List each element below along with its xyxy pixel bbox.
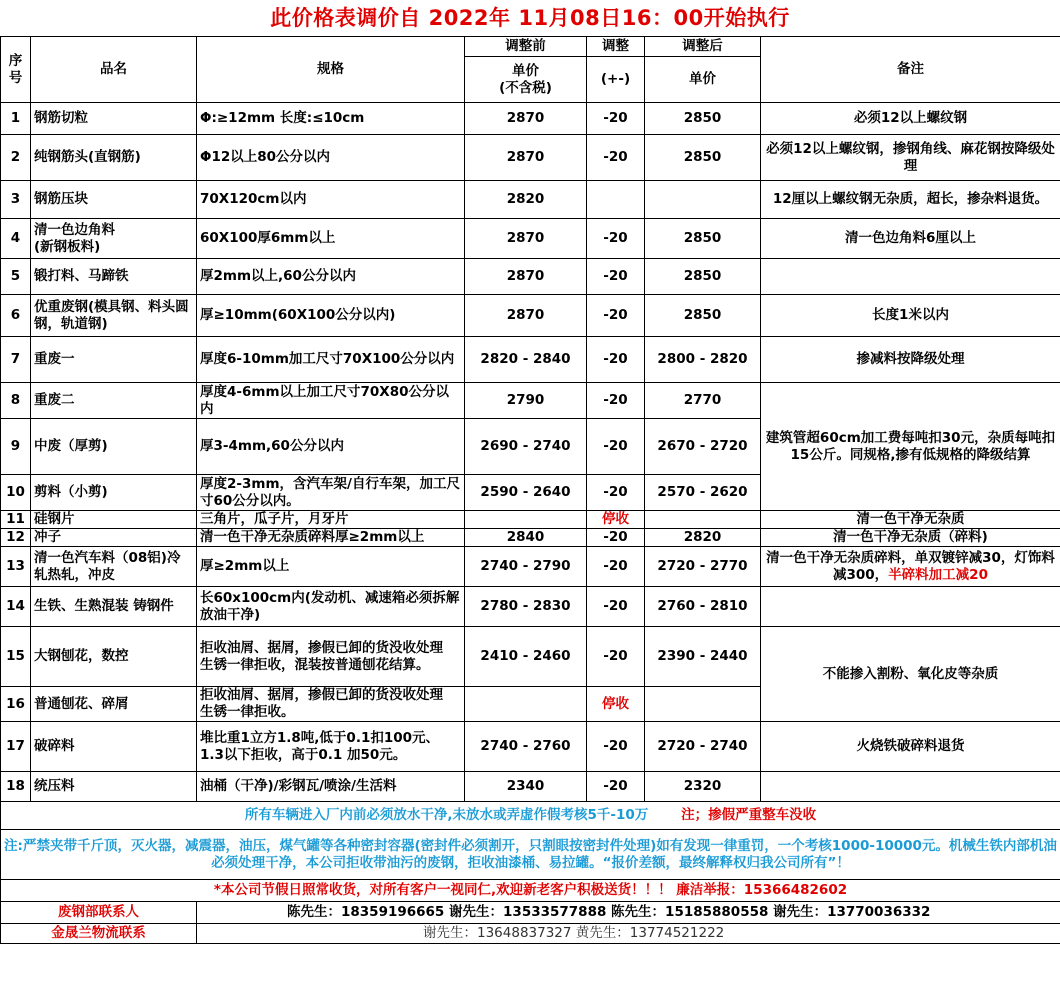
- row-seq: 5: [1, 259, 31, 295]
- table-row: [1, 337, 1060, 383]
- row-adjust: -20: [587, 259, 645, 295]
- row-name: 硅钢片: [31, 511, 197, 529]
- notice-cell: [1, 830, 1060, 880]
- contact-value: 陈先生：18359196665 谢先生：13533577888 陈先生：15185880558 谢先生：13770036332: [197, 902, 1060, 924]
- row-spec: 拒收油屑、据屑，掺假已卸的货没收处理 生锈一律拒收。: [197, 687, 465, 722]
- header-after-sub: 单价: [645, 57, 761, 103]
- row-adjust: -20: [587, 547, 645, 587]
- row-seq: 13: [1, 547, 31, 587]
- row-name: 清一色边角料 (新钢板料): [31, 219, 197, 259]
- row-seq: 1: [1, 103, 31, 135]
- row-adjust: [587, 181, 645, 219]
- row-adjust: -20: [587, 627, 645, 687]
- row-price-after: 2570 - 2620: [645, 475, 761, 511]
- row-adjust: -20: [587, 419, 645, 475]
- row-seq: 7: [1, 337, 31, 383]
- notice-row: [1, 880, 1060, 902]
- row-name: 清一色汽车料（08铝)冷轧热轧，冲皮: [31, 547, 197, 587]
- row-adjust: -20: [587, 219, 645, 259]
- row-remark: 12厘以上螺纹钢无杂质，超长，掺杂料退货。: [761, 181, 1060, 219]
- row-seq: 17: [1, 722, 31, 772]
- row-remark: 必须12以上螺纹钢，掺钢角线、麻花钢按降级处理: [761, 135, 1060, 181]
- table-row: [1, 295, 1060, 337]
- row-price-before: 2590 - 2640: [465, 475, 587, 511]
- row-price-before: 2820 - 2840: [465, 337, 587, 383]
- row-seq: 2: [1, 135, 31, 181]
- row-spec: 厚2mm以上,60公分以内: [197, 259, 465, 295]
- row-price-before: [465, 687, 587, 722]
- header-after: 调整后: [645, 37, 761, 57]
- row-name: 破碎料: [31, 722, 197, 772]
- row-remark: 掺减料按降级处理: [761, 337, 1060, 383]
- header-seq: 序号: [1, 37, 31, 103]
- row-spec: 厚3-4mm,60公分以内: [197, 419, 465, 475]
- notice-rules: 注:严禁夹带千斤顶，灭火器，减震器，油压，煤气罐等各种密封容器(密封件必须割开，只割眼按密封件处理)如有发现一律重罚，一个考核1000-10000元。机械生铁内部机油必须处理干净，本公司拒收带油污的废钢，拒收油漆桶、易拉罐。“报价差额，最终解释权归我公司所有”！: [4, 837, 1057, 871]
- notice-row: [1, 830, 1060, 880]
- row-adjust: -20: [587, 587, 645, 627]
- row-price-after: 2760 - 2810: [645, 587, 761, 627]
- row-remark: 清一色边角料6厘以上: [761, 219, 1060, 259]
- price-table: [0, 36, 1060, 944]
- row-price-after: 2820: [645, 529, 761, 547]
- row-adjust: -20: [587, 772, 645, 802]
- row-name: 优重废钢(模具钢、料头圆钢，轨道钢): [31, 295, 197, 337]
- header-adjust-sub: (+-): [587, 57, 645, 103]
- notice-cell: [1, 880, 1060, 902]
- contact-row: [1, 924, 1060, 944]
- table-row: [1, 529, 1060, 547]
- table-row: [1, 722, 1060, 772]
- row-name: 统压料: [31, 772, 197, 802]
- table-row: [1, 383, 1060, 419]
- row-price-before: 2780 - 2830: [465, 587, 587, 627]
- table-row: [1, 511, 1060, 529]
- row-remark: 清一色干净无杂质（碎料): [761, 529, 1060, 547]
- row-adjust: -20: [587, 475, 645, 511]
- table-row: [1, 219, 1060, 259]
- notice-fake: 注；掺假严重整车没收: [681, 807, 817, 823]
- row-seq: 9: [1, 419, 31, 475]
- row-spec: Φ12以上80公分以内: [197, 135, 465, 181]
- row-name: 生铁、生熟混装 铸钢件: [31, 587, 197, 627]
- row-adjust: 停收: [587, 511, 645, 529]
- row-spec: 三角片，瓜子片，月牙片: [197, 511, 465, 529]
- row-adjust: -20: [587, 103, 645, 135]
- table-row: [1, 627, 1060, 687]
- row-price-before: 2870: [465, 135, 587, 181]
- page-title: 此价格表调价自 2022年 11月08日16：00开始执行: [270, 6, 790, 30]
- row-price-after: 2670 - 2720: [645, 419, 761, 475]
- row-spec: 油桶（干净)/彩钢瓦/喷涂/生活料: [197, 772, 465, 802]
- row-name: 钢筋切粒: [31, 103, 197, 135]
- row-remark: [761, 772, 1060, 802]
- row-price-before: 2870: [465, 295, 587, 337]
- row-seq: 15: [1, 627, 31, 687]
- row-name: 大钢刨花，数控: [31, 627, 197, 687]
- row-spec: 60X100厚6mm以上: [197, 219, 465, 259]
- row-spec: 厚≥2mm以上: [197, 547, 465, 587]
- row-spec: 厚≥10mm(60X100公分以内): [197, 295, 465, 337]
- row-price-before: 2840: [465, 529, 587, 547]
- row-price-before: 2740 - 2760: [465, 722, 587, 772]
- table-row: [1, 135, 1060, 181]
- row-price-after: 2720 - 2770: [645, 547, 761, 587]
- row-remark: 必须12以上螺纹钢: [761, 103, 1060, 135]
- row-spec: 70X120cm以内: [197, 181, 465, 219]
- row-price-after: 2850: [645, 103, 761, 135]
- notice-holiday: *本公司节假日照常收货，对所有客户一视同仁,欢迎新老客户积极送货！！！ 廉洁举报：15366482602: [213, 882, 848, 898]
- row-name: 锻打料、马蹄铁: [31, 259, 197, 295]
- row-price-after: 2850: [645, 219, 761, 259]
- row-price-after: 2770: [645, 383, 761, 419]
- row-price-before: 2870: [465, 259, 587, 295]
- row-spec: 厚度6-10mm加工尺寸70X100公分以内: [197, 337, 465, 383]
- table-row: [1, 181, 1060, 219]
- row-name: 冲子: [31, 529, 197, 547]
- header-remark: 备注: [761, 37, 1060, 103]
- row-price-before: 2870: [465, 103, 587, 135]
- header-adjust: 调整: [587, 37, 645, 57]
- table-row: [1, 103, 1060, 135]
- row-price-before: 2820: [465, 181, 587, 219]
- row-seq: 10: [1, 475, 31, 511]
- row-remark: 清一色干净无杂质: [761, 511, 1060, 529]
- row-spec: Φ:≥12mm 长度:≤10cm: [197, 103, 465, 135]
- row-adjust: 停收: [587, 687, 645, 722]
- row-remark: [761, 587, 1060, 627]
- row-price-before: [465, 511, 587, 529]
- row-remark: 建筑管超60cm加工费每吨扣30元，杂质每吨扣15公斤。同规格,掺有低规格的降级结算: [761, 383, 1060, 511]
- header-before-sub: 单价 (不含税): [465, 57, 587, 103]
- row-price-after: [645, 687, 761, 722]
- table-row: [1, 772, 1060, 802]
- row-adjust: -20: [587, 135, 645, 181]
- notice-water: 所有车辆进入厂内前必须放水干净,未放水或弄虚作假考核5千-10万: [244, 807, 649, 823]
- row-name: 重废一: [31, 337, 197, 383]
- row-price-after: 2850: [645, 259, 761, 295]
- header-before: 调整前: [465, 37, 587, 57]
- row-seq: 11: [1, 511, 31, 529]
- contact-value: 谢先生：13648837327 黄先生：13774521222: [197, 924, 1060, 944]
- row-spec: 拒收油屑、据屑，掺假已卸的货没收处理 生锈一律拒收，混装按普通刨花结算。: [197, 627, 465, 687]
- contact-label: 金晟兰物流联系: [1, 924, 197, 944]
- table-row: [1, 587, 1060, 627]
- row-remark: 不能掺入割粉、氧化皮等杂质: [761, 627, 1060, 722]
- row-price-after: 2720 - 2740: [645, 722, 761, 772]
- row-remark: [761, 547, 1060, 587]
- row-price-after: 2850: [645, 135, 761, 181]
- row-name: 中废（厚剪): [31, 419, 197, 475]
- row-name: 钢筋压块: [31, 181, 197, 219]
- row-price-before: 2690 - 2740: [465, 419, 587, 475]
- table-row: [1, 547, 1060, 587]
- header-spec: 规格: [197, 37, 465, 103]
- row-name: 剪料（小剪): [31, 475, 197, 511]
- row-spec: 厚度2-3mm，含汽车架/自行车架，加工尺寸60公分以内。: [197, 475, 465, 511]
- row-adjust: -20: [587, 529, 645, 547]
- row-seq: 4: [1, 219, 31, 259]
- row-price-before: 2740 - 2790: [465, 547, 587, 587]
- row-price-after: [645, 181, 761, 219]
- header-name: 品名: [31, 37, 197, 103]
- row-spec: 清一色干净无杂质碎料厚≥2mm以上: [197, 529, 465, 547]
- contact-label: 废钢部联系人: [1, 902, 197, 924]
- row-spec: 长60x100cm内(发动机、减速箱必须拆解放油干净): [197, 587, 465, 627]
- row-price-after: 2390 - 2440: [645, 627, 761, 687]
- row-spec: 堆比重1立方1.8吨,低于0.1扣100元、1.3以下拒收，高于0.1 加50元。: [197, 722, 465, 772]
- notice-cell: [1, 802, 1060, 830]
- row-adjust: -20: [587, 722, 645, 772]
- row-seq: 18: [1, 772, 31, 802]
- row-name: 重废二: [31, 383, 197, 419]
- row-price-before: 2340: [465, 772, 587, 802]
- contact-row: [1, 902, 1060, 924]
- row-seq: 3: [1, 181, 31, 219]
- row-seq: 14: [1, 587, 31, 627]
- row-adjust: -20: [587, 383, 645, 419]
- row-adjust: -20: [587, 337, 645, 383]
- row-seq: 6: [1, 295, 31, 337]
- row-price-after: 2800 - 2820: [645, 337, 761, 383]
- row-price-before: 2870: [465, 219, 587, 259]
- row-price-before: 2790: [465, 383, 587, 419]
- row-name: 普通刨花、碎屑: [31, 687, 197, 722]
- row-price-before: 2410 - 2460: [465, 627, 587, 687]
- row-spec: 厚度4-6mm以上加工尺寸70X80公分以内: [197, 383, 465, 419]
- row-seq: 8: [1, 383, 31, 419]
- row-seq: 12: [1, 529, 31, 547]
- row-adjust: -20: [587, 295, 645, 337]
- row-name: 纯钢筋头(直钢筋): [31, 135, 197, 181]
- table-row: [1, 259, 1060, 295]
- row-seq: 16: [1, 687, 31, 722]
- remark-highlight: 半碎料加工减20: [888, 566, 988, 583]
- row-remark: 火烧铁破碎料退货: [761, 722, 1060, 772]
- row-price-after: [645, 511, 761, 529]
- remark-text: 清一色干净无杂质碎料，单双镀锌减30，灯饰料减300，: [766, 549, 1055, 583]
- row-price-after: 2320: [645, 772, 761, 802]
- row-price-after: 2850: [645, 295, 761, 337]
- row-remark: [761, 259, 1060, 295]
- row-remark: 长度1米以内: [761, 295, 1060, 337]
- notice-row: [1, 802, 1060, 830]
